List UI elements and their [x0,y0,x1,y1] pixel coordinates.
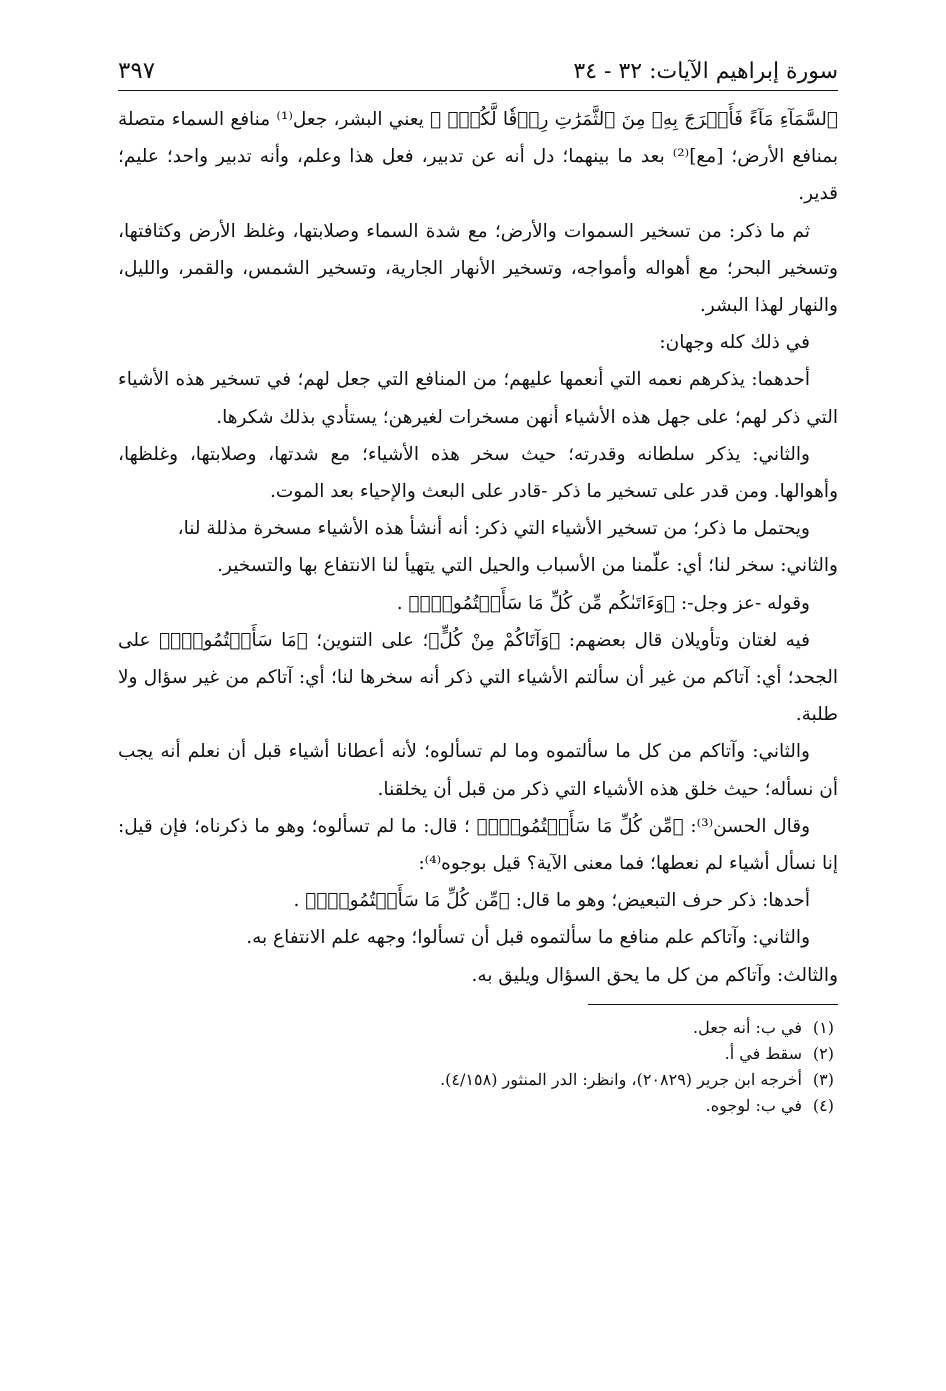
paragraph: والثاني: يذكر سلطانه وقدرته؛ حيث سخر هذه الأشياء؛ مع شدتها، وصلابتها، وغلظها، وأهوالها. ومن قدر على تسخير ما ذكر -قادر على البعث والإحياء بعد الموت. [118,443,838,503]
page-number: ٣٩٧ [118,58,156,84]
footnote-number: (٢) [812,1043,834,1063]
footnote-text: في ب: أنه جعل. [693,1017,802,1037]
body-text [118,101,838,994]
document-page [118,58,838,1119]
footnote-number: (٤) [812,1095,834,1115]
running-header [118,58,838,91]
footnote [118,1093,834,1119]
footnote [118,1015,834,1041]
paragraph: في ذلك كله وجهان: [659,332,810,354]
footnote-divider [588,1004,838,1005]
paragraph: أحدها: ذكر حرف التبعيض؛ وهو ما قال: ﴿مِّن كُلِّ مَا سَأَلۡتُمُوهُۚ﴾ . [293,890,810,912]
paragraph: ٱلسَّمَآءِ مَآءً فَأَخۡرَجَ بِهِۦ مِنَ ٱلثَّمَرَٰتِ رِزۡقٗا لَّكُمۡۖ ﴾ يعني البشر، جعل⁽¹⁾ منافع السماء متصلة بمنافع الأرض؛ [مع]⁽²⁾ بعد ما بينهما؛ دل أنه عن تدبير، فعل هذا وعلم، وأنه تدبير واحد؛ عليم؛ قدير. [118,109,839,205]
footnote-number: (١) [812,1017,834,1037]
paragraph: وقوله -عز وجل-: ﴿وَءَاتَىٰكُم مِّن كُلِّ مَا سَأَلۡتُمُوهُۚ﴾ . [396,592,810,614]
paragraph: ويحتمل ما ذكر؛ من تسخير الأشياء التي ذكر: أنه أنشأ هذه الأشياء مسخرة مذللة لنا، [177,518,810,540]
footnote-text: في ب: لوجوه. [705,1095,802,1115]
footnote-number: (٣) [812,1069,834,1089]
paragraph: أحدهما: يذكرهم نعمه التي أنعمها عليهم؛ من المنافع التي جعل لهم؛ في تسخير هذه الأشياء التي ذكر لهم؛ على جهل هذه الأشياء أنهن مسخرات لغيرهن؛ يستأدي بذلك شكرها. [118,369,838,428]
footnotes [118,1015,838,1119]
paragraph: والثالث: وآتاكم من كل ما يحق السؤال ويليق به. [471,964,838,986]
paragraph: وقال الحسن⁽³⁾: ﴿مِّن كُلِّ مَا سَأَلۡتُمُوهُۚ﴾ ؛ قال: ما لم تسألوه؛ وهو ما ذكرناه؛ فإن قيل: إنا نسأل أشياء لم نعطها؛ فما معنى الآية؟ قيل بوجوه⁽⁴⁾: [118,815,838,875]
header-title: سورة إبراهيم الآيات: ٣٢ - ٣٤ [573,59,838,84]
paragraph: والثاني: وآتاكم علم منافع ما سألتموه قبل أن تسألوا؛ وجهه علم الانتفاع به. [246,927,810,949]
footnote [118,1041,834,1067]
paragraph: فيه لغتان وتأويلان قال بعضهم: ﴿وَآتَاكُمْ مِنْ كُلٍّ﴾؛ على التنوين؛ ﴿مَا سَأَلۡتُمُوهُۚ﴾ على الجحد؛ أي: آتاكم من غير أن سألتم الأشياء التي ذكر أنه سخرها لنا؛ أي: آتاكم من غير سؤال ولا طلبة. [118,629,838,726]
footnote-text: أخرجه ابن جرير (٢٠٨٢٩)، وانظر: الدر المنثور (٤/١٥٨). [440,1069,802,1089]
paragraph: ثم ما ذكر: من تسخير السموات والأرض؛ مع شدة السماء وصلابتها، وغلظ الأرض وكثافتها، وتسخير البحر؛ مع أهواله وأمواجه، وتسخير الأنهار الجارية، وتسخير الشمس، والقمر، والليل، والنهار لهذا البشر. [118,220,838,317]
footnote [118,1067,834,1093]
paragraph: والثاني: سخر لنا؛ أي: علّمنا من الأسباب والحيل التي يتهيأ لنا الانتفاع بها والتسخير. [217,555,838,577]
footnote-text: سقط في أ. [724,1043,802,1063]
paragraph: والثاني: وآتاكم من كل ما سألتموه وما لم تسألوه؛ لأنه أعطانا أشياء قبل أن نعلم أنه يجب أن نسأله؛ حيث خلق هذه الأشياء التي ذكر من قبل أن يخلقنا. [118,741,838,800]
